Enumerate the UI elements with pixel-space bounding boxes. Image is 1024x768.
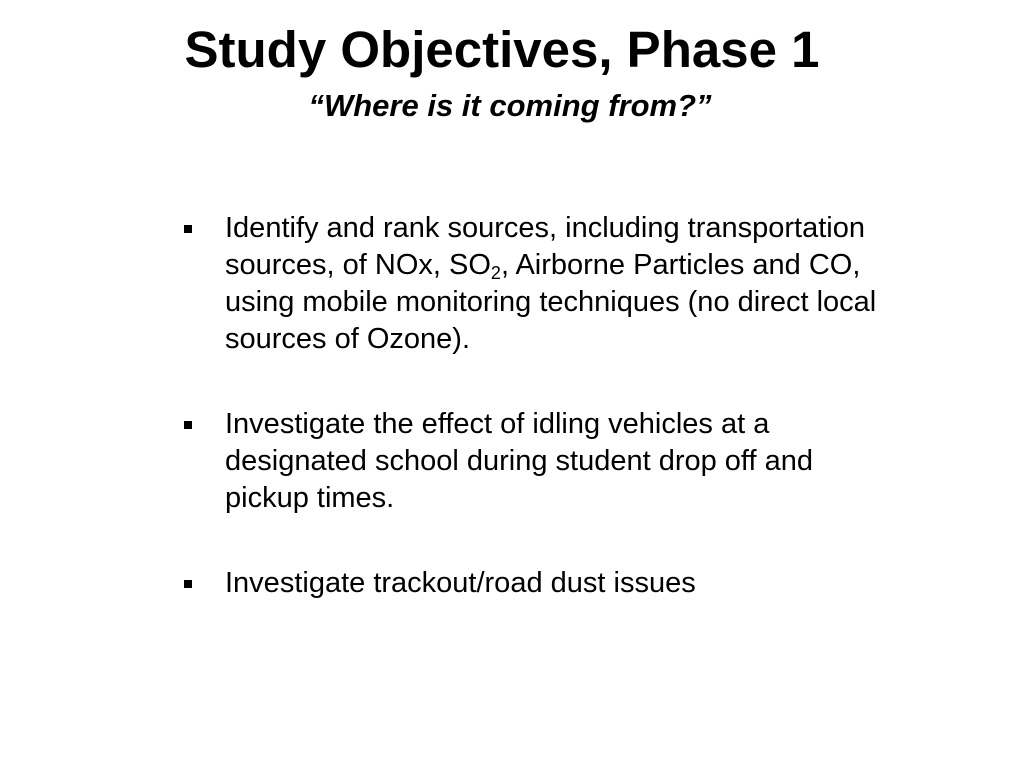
bullet-list	[180, 210, 880, 602]
bullet-text: Investigate trackout/road dust issues	[225, 567, 696, 599]
bullet-item-idling	[180, 406, 880, 517]
so2-subscript: 2	[490, 263, 501, 283]
bullet-item-sources	[180, 210, 880, 358]
square-bullet-icon	[184, 421, 192, 429]
slide-subtitle: “Where is it coming from?”	[308, 88, 712, 123]
slide-title: Study Objectives, Phase 1	[184, 21, 820, 78]
bullet-text-part1: Identify and rank sources, including transportation sources, of NOx, SO	[225, 212, 865, 281]
square-bullet-icon	[184, 580, 192, 588]
bullet-item-trackout	[180, 565, 880, 602]
bullet-text: Investigate the effect of idling vehicles at a designated school during student drop off and pickup times.	[225, 408, 813, 514]
square-bullet-icon	[184, 225, 192, 233]
bullet-text-part2: , Airborne Particles and CO, using mobile monitoring techniques (no direct local sources of Ozone).	[225, 249, 877, 355]
